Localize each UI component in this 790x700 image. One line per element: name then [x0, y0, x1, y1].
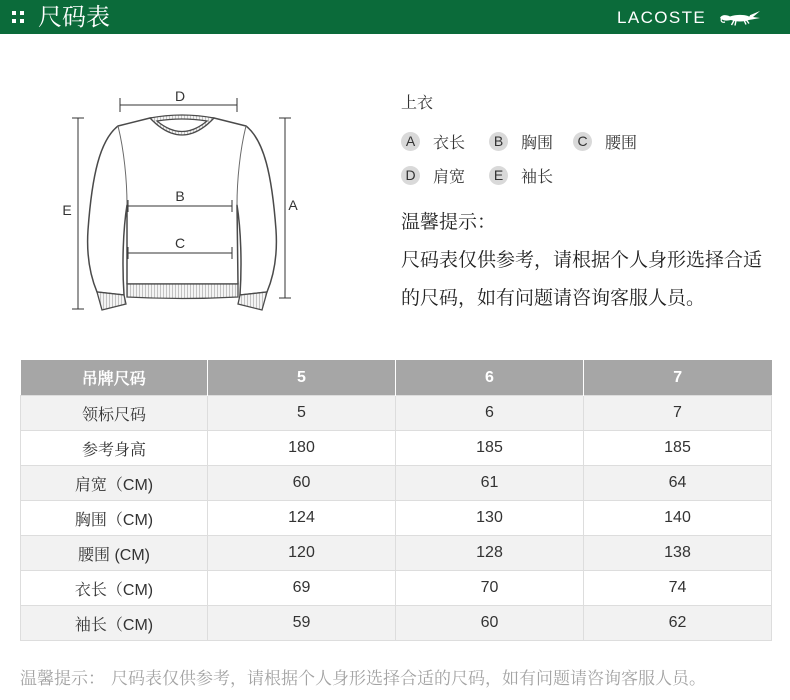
hem-rib	[127, 284, 238, 299]
size-value-cell: 6	[396, 396, 584, 431]
size-table-body	[21, 396, 772, 641]
size-value-cell: 5	[208, 396, 396, 431]
size-value-cell: 140	[584, 501, 772, 536]
header-cell-size: 7	[584, 360, 772, 396]
size-value-cell: 120	[208, 536, 396, 571]
sweater-icon	[88, 115, 277, 310]
row-label-cell: 衣长（CM)	[21, 571, 208, 606]
size-value-cell: 185	[584, 431, 772, 466]
header-cell-size: 5	[208, 360, 396, 396]
legend-key-badge: B	[489, 132, 508, 151]
legend-key-badge: D	[401, 166, 420, 185]
page-title: 尺码表	[38, 3, 110, 31]
size-value-cell: 69	[208, 571, 396, 606]
size-value-cell: 7	[584, 396, 772, 431]
table-row	[21, 501, 772, 536]
brand-name: LACOSTE	[617, 8, 707, 27]
size-value-cell: 60	[396, 606, 584, 641]
table-header-row	[21, 360, 772, 396]
dimension-label-chest: B	[175, 188, 185, 204]
tips-title: 温馨提示：	[401, 211, 497, 233]
garment-category: 上衣	[401, 93, 434, 112]
row-label-cell: 胸围（CM)	[21, 501, 208, 536]
row-label-cell: 袖长（CM)	[21, 606, 208, 641]
legend-item-sleeve	[489, 165, 553, 185]
legend-label: 胸围	[521, 132, 554, 152]
footer-note	[20, 667, 706, 691]
legend-key-badge: E	[489, 166, 508, 185]
table-row	[21, 431, 772, 466]
footer-label: 温馨提示：	[20, 669, 105, 689]
cuff-right	[238, 292, 267, 310]
dimension-label-length: A	[288, 197, 298, 213]
size-value-cell: 61	[396, 466, 584, 501]
dimension-label-sleeve: E	[62, 202, 72, 218]
size-value-cell: 70	[396, 571, 584, 606]
size-value-cell: 59	[208, 606, 396, 641]
dimension-sleeve	[72, 118, 84, 309]
table-row	[21, 466, 772, 501]
size-value-cell: 185	[396, 431, 584, 466]
size-value-cell: 180	[208, 431, 396, 466]
row-label-cell: 腰围 (CM)	[21, 536, 208, 571]
tips-line: 尺码表仅供参考，请根据个人身形选择合适	[401, 249, 763, 271]
legend-key-badge: C	[573, 132, 592, 151]
table-row	[21, 536, 772, 571]
legend-item-shoulder	[401, 165, 465, 185]
table-row	[21, 571, 772, 606]
size-value-cell: 62	[584, 606, 772, 641]
header-cell-tag-size: 吊牌尺码	[21, 360, 208, 396]
size-table	[20, 360, 772, 641]
row-label-cell: 参考身高	[21, 431, 208, 466]
cuff-left	[97, 292, 126, 310]
size-value-cell: 74	[584, 571, 772, 606]
legend-item-chest	[489, 131, 553, 151]
dimension-label-shoulder: D	[174, 88, 186, 104]
size-value-cell: 124	[208, 501, 396, 536]
size-value-cell: 60	[208, 466, 396, 501]
size-value-cell: 130	[396, 501, 584, 536]
header-cell-size: 6	[396, 360, 584, 396]
size-table-head	[21, 360, 772, 396]
legend-label: 袖长	[521, 166, 554, 186]
legend-label: 腰围	[605, 132, 638, 152]
dimension-label-waist: C	[174, 235, 186, 251]
legend-label: 肩宽	[433, 166, 466, 186]
size-value-cell: 138	[584, 536, 772, 571]
table-row	[21, 396, 772, 431]
size-value-cell: 64	[584, 466, 772, 501]
legend-label: 衣长	[433, 132, 466, 152]
size-value-cell: 128	[396, 536, 584, 571]
sweater-diagram	[0, 0, 320, 330]
tips-line: 的尺码，如有问题请咨询客服人员。	[401, 287, 706, 309]
row-label-cell: 肩宽（CM)	[21, 466, 208, 501]
footer-text: 尺码表仅供参考，请根据个人身形选择合适的尺码，如有问题请咨询客服人员。	[111, 669, 706, 689]
legend-key-badge: A	[401, 132, 420, 151]
legend-item-length	[401, 131, 465, 151]
legend-item-waist	[573, 131, 637, 151]
crocodile-icon	[719, 7, 761, 28]
row-label-cell: 领标尺码	[21, 396, 208, 431]
table-row	[21, 606, 772, 641]
